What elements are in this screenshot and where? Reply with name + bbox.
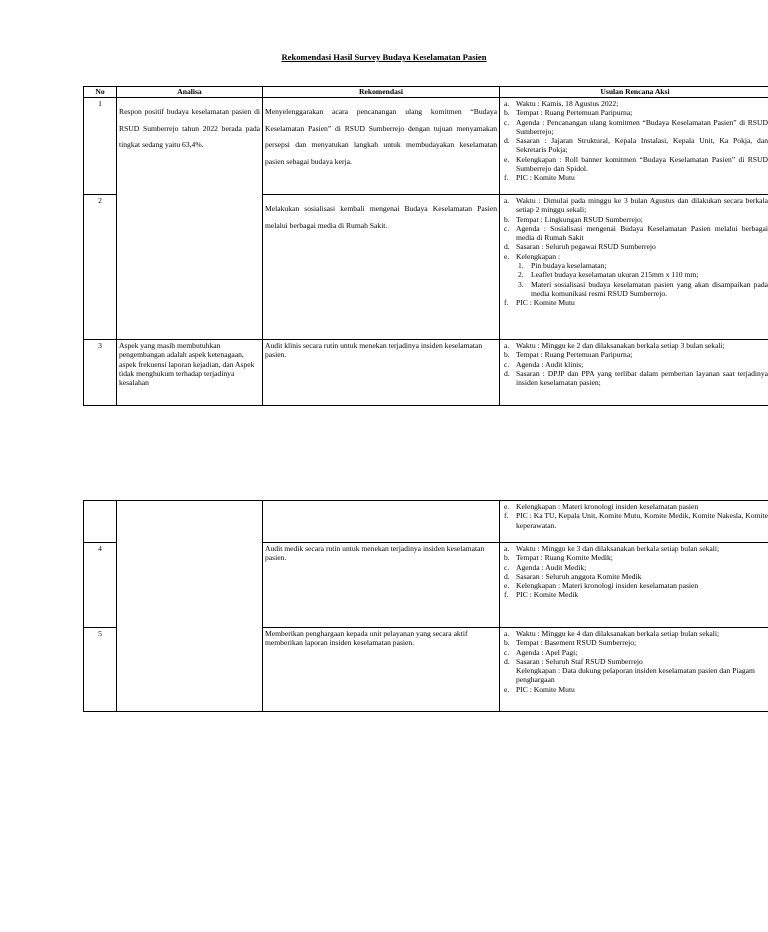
- rekomendasi-cell: [263, 628, 500, 712]
- list-marker: e.: [504, 502, 510, 511]
- list-marker: d.: [504, 368, 510, 378]
- row-number: 3: [84, 340, 117, 406]
- aksi-cell: [500, 543, 768, 628]
- list-item-text: Tempat : Ruang Pertemuan Paripurna;: [516, 108, 633, 118]
- list-item-text: Tempat : Ruang Pertemuan Paripurna;: [516, 350, 633, 360]
- table-row: [84, 98, 768, 195]
- kelengkapan-text: Kelengkapan : Data dukung pelaporan insiden keselamatan pasien dan Piagam penghargaan: [516, 666, 755, 685]
- rekomendasi-cell: [263, 543, 500, 628]
- list-item-text: Waktu : Dimulai pada minggu ke 3 bulan Agustus dan dilakukan secara berkala setiap 2 minggu sekali;: [516, 196, 768, 215]
- rekomendasi-cell: [263, 195, 500, 340]
- list-marker: f.: [504, 590, 509, 600]
- analisa-cell: [117, 98, 263, 340]
- row-number: [84, 501, 117, 543]
- list-item: [502, 563, 768, 572]
- rekomendasi-cell: [263, 340, 500, 406]
- rekomendasi-text: Melakukan sosialisasi kembali mengenai Budaya Keselamatan Pasien melalui berbagai media di Rumah Sakit.: [265, 204, 497, 230]
- list-marker: f.: [504, 298, 509, 308]
- list-item: [502, 590, 768, 599]
- table-row: [84, 340, 768, 406]
- list-marker: 3.: [518, 279, 524, 289]
- list-item: [502, 196, 768, 215]
- list-item-text: Waktu : Kamis, 18 Agustus 2022;: [516, 99, 619, 108]
- list-item-text: Leaflet budaya keselamatan ukuran 215mm x 110 mm;: [531, 270, 699, 280]
- list-item-text: Tempat : Lingkungan RSUD Sumberrejo;: [516, 214, 643, 224]
- list-item-text: PIC : Ka TU, Kepala Unit, Komite Mutu, Komite Medik, Komite Nakesla, Komite keperawatan.: [516, 511, 768, 530]
- list-marker: e.: [504, 251, 510, 261]
- list-marker: a.: [504, 341, 510, 350]
- list-item: [502, 553, 768, 562]
- rekomendasi-cell: [263, 98, 500, 195]
- list-item: [502, 298, 768, 307]
- list-item: [502, 252, 768, 261]
- list-item-text: Agenda : Pencanangan ulang komitmen “Budaya Keselamatan Pasien” di RSUD Sumberrejo;: [516, 117, 768, 136]
- list-item-text: Materi sosialisasi budaya keselamatan pasien yang akan disampaikan pada media komunikasi resmi RSUD Sumberrejo.: [531, 279, 768, 298]
- list-item-text: Sasaran : Seluruh anggota Komite Medik: [516, 571, 642, 581]
- list-item: [502, 511, 768, 530]
- list-item: [502, 369, 768, 388]
- list-item-text: Tempat : Ruang Komite Medik;: [516, 553, 613, 563]
- list-marker: c.: [504, 647, 510, 657]
- list-item-text: Agenda : Sosialisasi mengenai Budaya Keselamatan Pasien melalui berbagai media di Rumah Sakit: [516, 223, 768, 243]
- list-item-text: Sasaran : DPJP dan PPA yang terlibat dalam pemberian layanan saat terjadinya insiden keselamatan pasien;: [516, 368, 768, 388]
- header-usulan: Usulan Rencana Aksi: [500, 87, 768, 98]
- list-item-text: Waktu : Minggu ke 3 dan dilaksanakan berkala setiap bulan sekali;: [516, 544, 720, 553]
- aksi-list: [502, 99, 768, 183]
- list-item: [502, 638, 768, 647]
- list-item: [516, 270, 768, 279]
- kelengkapan-sublist: [516, 261, 768, 298]
- list-item: [502, 341, 768, 350]
- list-marker: f.: [504, 511, 509, 521]
- list-item: [502, 136, 768, 155]
- list-marker: b.: [504, 350, 510, 360]
- aksi-list: [502, 629, 768, 666]
- aksi-cell: [500, 98, 768, 195]
- list-item: [516, 280, 768, 299]
- list-marker: b.: [504, 108, 510, 118]
- list-marker: c.: [504, 223, 510, 233]
- list-marker: d.: [504, 571, 510, 581]
- aksi-list: [502, 341, 768, 387]
- table-header-row: [84, 87, 768, 98]
- list-item-text: Sasaran : Jajaran Struktural, Kepala Instalasi, Kepala Unit, Ka Pokja, dan Sekretaris Pokja;: [516, 136, 768, 155]
- aksi-cell: [500, 501, 768, 543]
- rekomendasi-cell: [263, 501, 500, 543]
- list-marker: a.: [504, 544, 510, 553]
- analisa-cell: [117, 340, 263, 406]
- list-item-text: Agenda : Audit Medik;: [516, 562, 587, 572]
- list-item: [502, 242, 768, 251]
- list-item-text: Pin budaya keselamatan;: [531, 261, 607, 271]
- aksi-list-end: [502, 298, 768, 307]
- list-item: [502, 118, 768, 137]
- list-marker: b.: [504, 638, 510, 648]
- list-marker: c.: [504, 359, 510, 369]
- list-marker: d.: [504, 136, 510, 146]
- list-marker: a.: [504, 629, 510, 638]
- list-item: [502, 544, 768, 553]
- list-marker: d.: [504, 656, 510, 666]
- list-marker: e.: [504, 581, 510, 591]
- row-number: 1: [84, 98, 117, 195]
- list-marker: e.: [504, 154, 510, 164]
- aksi-cell: [500, 340, 768, 406]
- list-item: [502, 572, 768, 581]
- aksi-list: [502, 502, 768, 530]
- list-marker: 2.: [518, 270, 524, 280]
- list-item: [502, 648, 768, 657]
- list-marker: e.: [504, 684, 510, 694]
- list-item-text: Tempat : Basement RSUD Sumberrejo;: [516, 638, 637, 648]
- list-item-text: PIC : Komite Mutu: [516, 684, 575, 694]
- list-marker: a.: [504, 99, 510, 108]
- list-marker: 1.: [518, 261, 524, 271]
- aksi-list: [502, 544, 768, 600]
- list-item: [502, 173, 768, 182]
- list-item-text: PIC : Komite Mutu: [516, 173, 575, 183]
- list-item: [502, 108, 768, 117]
- recommendation-table-continued: [83, 500, 768, 712]
- recommendation-table: [83, 86, 768, 406]
- analisa-text: Aspek yang masih membutuhkan pengembangan adalah aspek ketenagaan, aspek frekuensi laporan kejadian, dan Aspek tidak menghukum terhadap terjadinya kesalahan: [119, 341, 255, 388]
- row-number: 2: [84, 195, 117, 340]
- list-item: [502, 155, 768, 174]
- rekomendasi-text: Audit klinis secara rutin untuk menekan terjadinya insiden keselamatan pasien.: [265, 341, 483, 360]
- list-marker: a.: [504, 196, 510, 205]
- list-item-text: PIC : Komite Mutu: [516, 298, 575, 308]
- header-no: No: [84, 87, 117, 98]
- list-item: [502, 657, 768, 666]
- list-item-text: Sasaran : Seluruh Staf RSUD Sumberrejo: [516, 656, 643, 666]
- list-item: [502, 215, 768, 224]
- row-number: 4: [84, 543, 117, 628]
- list-item: [502, 350, 768, 359]
- rekomendasi-text: Menyelenggarakan acara pencanangan ulang komitmen “Budaya Keselamatan Pasien” di RSUD Sumberrejo dengan tujuan menyamakan persepsi dan menyatukan langkah untuk membudayakan keselamatan pasien sebagai budaya kerja.: [265, 107, 497, 166]
- list-item: [502, 502, 768, 511]
- list-marker: f.: [504, 173, 509, 183]
- rekomendasi-text: Audit medik secara rutin untuk menekan terjadinya insiden keselamatan pasien.: [265, 544, 485, 563]
- aksi-list: [502, 196, 768, 261]
- header-rekomendasi: Rekomendasi: [263, 87, 500, 98]
- aksi-cell: [500, 628, 768, 712]
- list-item-text: Waktu : Minggu ke 2 dan dilaksanakan berkala setiap 3 bulan sekali;: [516, 341, 725, 350]
- analisa-cell: [117, 501, 263, 712]
- list-item: [502, 224, 768, 243]
- list-item-text: Agenda : Audit klinis;: [516, 359, 584, 369]
- rekomendasi-text: Memberikan penghargaan kepada unit pelayanan yang secara aktif memberikan laporan insiden keselamatan pasien.: [265, 629, 468, 648]
- header-analisa: Analisa: [117, 87, 263, 98]
- table-row: [84, 501, 768, 543]
- list-item-text: Agenda : Apel Pagi;: [516, 647, 578, 657]
- list-item: [502, 581, 768, 590]
- list-item-text: Sasaran : Seluruh pegawai RSUD Sumberrejo: [516, 242, 656, 252]
- aksi-cell: [500, 195, 768, 340]
- list-marker: c.: [504, 562, 510, 572]
- list-item-text: Kelengkapan : Materi kronologi insiden keselamatan pasien: [516, 581, 699, 591]
- list-item: [502, 99, 768, 108]
- list-marker: c.: [504, 117, 510, 127]
- list-item-text: Kelengkapan : Roll banner komitmen “Budaya Keselamatan Pasien” di RSUD Sumberrejo dan Spidol.: [516, 154, 768, 174]
- list-marker: b.: [504, 553, 510, 563]
- analisa-text: Respon positif budaya keselamatan pasien di RSUD Sumberrejo tahun 2022 berada pada tingkat sedang yaitu 63,4%.: [119, 107, 260, 149]
- list-item-text: PIC : Komite Medik: [516, 590, 579, 600]
- list-item: [502, 685, 768, 694]
- list-item: [516, 261, 768, 270]
- row-number: 5: [84, 628, 117, 712]
- list-marker: d.: [504, 242, 510, 252]
- aksi-list-end: [502, 685, 768, 694]
- list-marker: b.: [504, 214, 510, 224]
- list-item-text: Kelengkapan : Materi kronologi insiden keselamatan pasien: [516, 502, 699, 511]
- list-item: [502, 629, 768, 638]
- list-item-text: Waktu : Minggu ke 4 dan dilaksanakan berkala setiap bulan sekali;: [516, 629, 720, 638]
- page-title: Rekomendasi Hasil Survey Budaya Keselamatan Pasien: [281, 52, 487, 62]
- list-item-text: Kelengkapan :: [516, 251, 561, 261]
- list-item: [502, 360, 768, 369]
